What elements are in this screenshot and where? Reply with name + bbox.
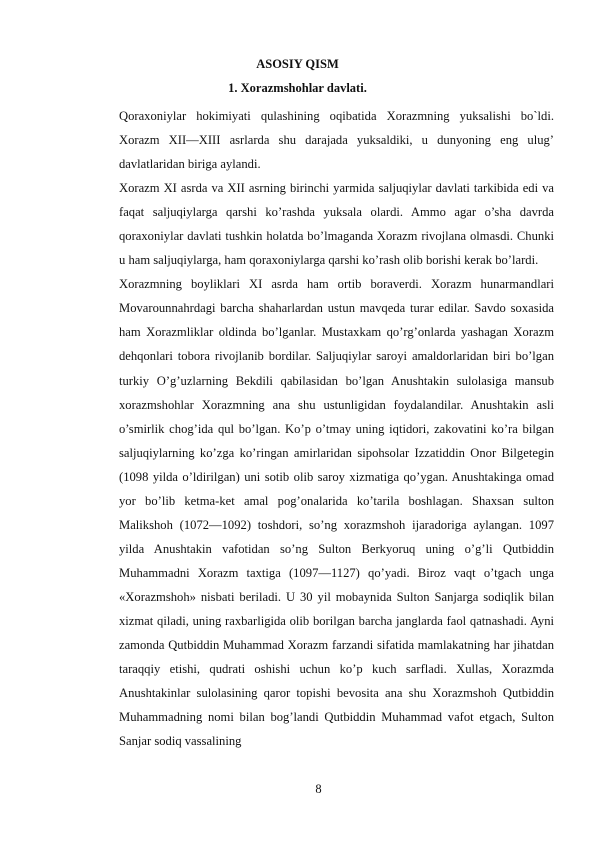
body-text xyxy=(119,104,554,753)
section-heading: ASOSIY QISM xyxy=(256,57,339,71)
paragraph: Xorazmning boyliklari XI asrda ham ortib boraverdi. Xorazm hunarmandlari Movarounnahrdagi barcha shaharlardan ustun mavqeda turar edilar. Savdo soxasida ham Xorazmliklar oldinda bo’lganlar. Mustaxkam qo’rg’onlarda yashagan Xorazm dehqonlari tobora rivojlanib bordilar. Saljuqiylar saroyi amaldorlaridan biri bo’lgan turkiy O’g’uzlarning Bekdili qabilasidan bo’lgan Anushtakin sulolasiga mansub xorazmshohlar Xorazmning ana shu ustunligidan foydalandilar. Anushtakin asli o’smirlik chog’ida qul bo’lgan. Ko’p o’tmay uning iqtidori, zakovatini ko’ra bilgan saljuqiylarning ko’zga ko’ringan amirlaridan sipohsolar Izzatiddin Onor Bilgetegin (1098 yilda o’ldirilgan) uni sotib olib saroy xizmatiga qo’ygan. Anushtakinga omad yor bo’lib ketma-ket amal pog’onalarida ko’tarila boshlagan. Shaxsan sulton Malikshoh (1072—1092) toshdori, so’ng xorazmshoh ijaradoriga aylangan. 1097 yilda Anushtakin vafotidan so’ng Sulton Berkyoruq uning o’g’li Qutbiddin Muhammadni Xorazm taxtiga (1097—1127) qo’yadi. Biroz vaqt o’tgach unga «Xorazmshoh» nisbati beriladi. U 30 yil mobaynida Sulton Sanjarga sodiqlik bilan xizmat qiladi, uning raxbarligida olib borilgan barcha janglarda faol qatnashadi. Ayni zamonda Qutbiddin Muhammad Xorazm farzandi sifatida mamlakatning har jihatdan taraqqiy etishi, qudrati oshishi uchun ko’p kuch sarfladi. Xullas, Xorazmda Anushtakinlar sulolasining qaror topishi bevosita ana shu Xorazmshoh Qutbiddin Muhammadning nomi bilan bog’landi Qutbiddin Muhammad vafot etgach, Sulton Sanjar sodiq vassalining xyxy=(119,277,554,749)
page-number: 8 xyxy=(315,782,322,796)
paragraph: Qoraxoniylar hokimiyati qulashining oqibatida Xorazmning yuksalishi bo`ldi. Xorazm XII—XIII asrlarda shu darajada yuksaldiki, u dunyoning eng ulug’ davlatlaridan biriga aylandi. xyxy=(119,109,554,172)
paragraph: Xorazm XI asrda va XII asrning birinchi yarmida saljuqiylar davlati tarkibida edi va faqat saljuqiylarga qarshi ko’rashda yuksala olardi. Ammo agar o’sha davrda qoraxoniylar davlati tushkin holatda bo’lmaganda Xorazm rivojlana olmasdi. Chunki u ham saljuqiylarga, ham qoraxoniylarga qarshi ko’rash olib borishi kerak bo’lardi. xyxy=(119,181,554,268)
subsection-heading: 1. Xorazmshohlar davlati. xyxy=(228,81,367,95)
